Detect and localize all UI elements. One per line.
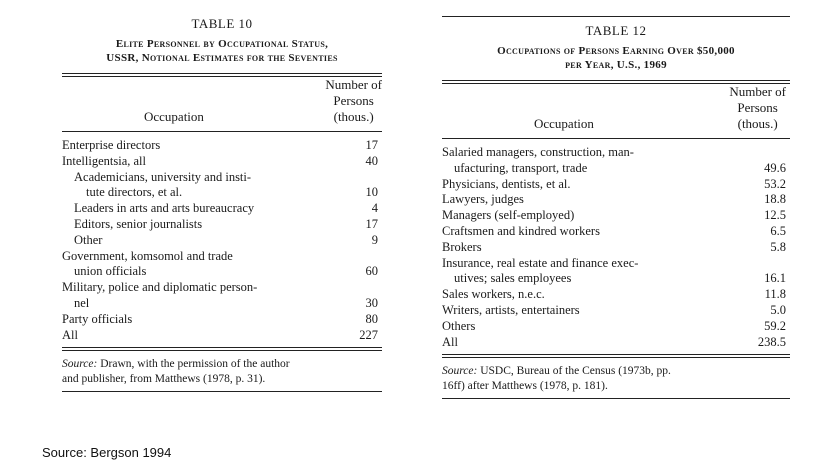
page-source-note: Source: Bergson 1994 — [42, 445, 172, 460]
row-value: 17 — [365, 216, 378, 231]
row-value: 59.2 — [764, 318, 786, 333]
table-row — [442, 208, 790, 224]
header-number-line: Persons — [737, 100, 778, 115]
row-label: Insurance, real estate and finance exec- — [442, 255, 639, 270]
table-row — [442, 319, 790, 335]
table-row — [62, 138, 382, 154]
source-rule — [62, 391, 382, 392]
row-label: All — [62, 327, 78, 342]
header-occupation: Occupation — [144, 109, 204, 124]
table-row — [62, 296, 382, 312]
source-text: Drawn, with the permission of the author — [97, 358, 290, 371]
caption-line: USSR, Notional Estimates for the Seventies — [106, 52, 338, 64]
row-value: 5.0 — [770, 302, 786, 317]
table-row — [62, 217, 382, 233]
row-value: 4 — [371, 201, 378, 216]
table-header — [442, 84, 790, 138]
row-label: Lawyers, judges — [442, 192, 524, 207]
bottom-double-rule — [442, 354, 790, 358]
table-row — [62, 185, 382, 201]
row-value — [746, 256, 790, 272]
header-number-line: Number of — [729, 84, 786, 99]
row-value — [338, 280, 382, 296]
header-number-line: Number of — [325, 77, 382, 92]
row-label: tute directors, et al. — [86, 185, 183, 200]
header-number-line: (thous.) — [333, 109, 374, 124]
row-label: Other — [74, 232, 103, 247]
bottom-double-rule — [62, 347, 382, 351]
row-label: Managers (self-employed) — [442, 208, 575, 223]
table-row — [442, 224, 790, 240]
row-value: 18.8 — [764, 192, 786, 207]
row-value: 9 — [371, 232, 378, 247]
source-text: 16ff) after Matthews (1978, p. 181). — [442, 380, 608, 393]
row-label: utives; sales employees — [454, 271, 572, 286]
row-value: 238.5 — [757, 334, 786, 349]
table-row — [442, 271, 790, 287]
table-12 — [442, 16, 790, 399]
table-row — [442, 256, 790, 272]
table-row — [62, 264, 382, 280]
table-row — [442, 145, 790, 161]
table-row — [442, 287, 790, 303]
table-number: TABLE 12 — [585, 23, 647, 38]
row-value: 10 — [365, 185, 378, 200]
table-row — [62, 201, 382, 217]
header-number — [729, 84, 786, 132]
table-row — [62, 249, 382, 265]
row-value: 5.8 — [770, 239, 786, 254]
table-row — [62, 154, 382, 170]
row-label: Intelligentsia, all — [62, 153, 147, 168]
row-label: Military, police and diplomatic person- — [62, 280, 258, 295]
row-value: 53.2 — [764, 176, 786, 191]
header-rule — [442, 138, 790, 139]
table-source — [62, 357, 382, 387]
table-row — [62, 312, 382, 328]
source-rule — [442, 398, 790, 399]
header-rule — [62, 131, 382, 132]
row-label: All — [442, 334, 458, 349]
row-value: 80 — [365, 311, 378, 326]
row-label: Others — [442, 318, 476, 333]
table-row — [442, 177, 790, 193]
row-label: Brokers — [442, 239, 482, 254]
row-value: 60 — [365, 264, 378, 279]
table-row — [442, 303, 790, 319]
table-row — [442, 192, 790, 208]
table-body — [62, 138, 382, 343]
row-value: 12.5 — [764, 208, 786, 223]
source-text: USDC, Bureau of the Census (1973b, pp. — [477, 365, 671, 378]
row-value: 16.1 — [764, 271, 786, 286]
table-body — [442, 145, 790, 350]
row-label: Party officials — [62, 311, 133, 326]
row-label: Leaders in arts and arts bureaucracy — [74, 201, 255, 216]
row-label: Salaried managers, construction, man- — [442, 145, 634, 159]
row-value: 11.8 — [764, 287, 786, 302]
caption-line: Occupations of Persons Earning Over $50,000 — [497, 45, 735, 57]
table-row — [62, 233, 382, 249]
table-row — [442, 335, 790, 351]
row-label: Sales workers, n.e.c. — [442, 287, 545, 302]
table-row — [62, 280, 382, 296]
row-value — [338, 170, 382, 186]
source-label: Source: — [62, 358, 98, 371]
header-occupation: Occupation — [534, 116, 594, 131]
table-row — [442, 240, 790, 256]
table-caption — [442, 44, 790, 72]
row-label: Writers, artists, entertainers — [442, 302, 580, 317]
caption-line: per Year, U.S., 1969 — [565, 59, 667, 71]
row-label: nel — [74, 295, 90, 310]
row-label: ufacturing, transport, trade — [454, 160, 588, 175]
header-number-line: (thous.) — [737, 116, 778, 131]
row-value — [746, 145, 790, 161]
table-row — [62, 170, 382, 186]
table-row — [62, 328, 382, 344]
table-row — [442, 161, 790, 177]
row-value: 49.6 — [764, 160, 786, 175]
header-number-line: Persons — [333, 93, 374, 108]
row-label: Physicians, dentists, et al. — [442, 176, 571, 191]
source-label: Source: — [442, 365, 478, 378]
table-number: TABLE 10 — [191, 16, 253, 31]
row-value — [338, 249, 382, 265]
row-label: Editors, senior journalists — [74, 216, 203, 231]
table-10 — [62, 16, 382, 392]
source-text: and publisher, from Matthews (1978, p. 31). — [62, 373, 266, 386]
row-value: 17 — [365, 138, 378, 152]
row-value: 40 — [365, 153, 378, 168]
table-caption — [62, 37, 382, 65]
row-label: Academicians, university and insti- — [74, 169, 252, 184]
row-value: 6.5 — [770, 223, 786, 238]
row-label: Craftsmen and kindred workers — [442, 223, 600, 238]
row-label: union officials — [74, 264, 147, 279]
caption-line: Elite Personnel by Occupational Status, — [115, 38, 329, 50]
row-label: Enterprise directors — [62, 138, 161, 152]
header-number — [325, 77, 382, 125]
table-source — [442, 364, 790, 394]
table-header — [62, 77, 382, 131]
row-label: Government, komsomol and trade — [62, 248, 233, 263]
row-value: 30 — [365, 295, 378, 310]
top-rule — [442, 16, 790, 17]
row-value: 227 — [359, 327, 378, 342]
